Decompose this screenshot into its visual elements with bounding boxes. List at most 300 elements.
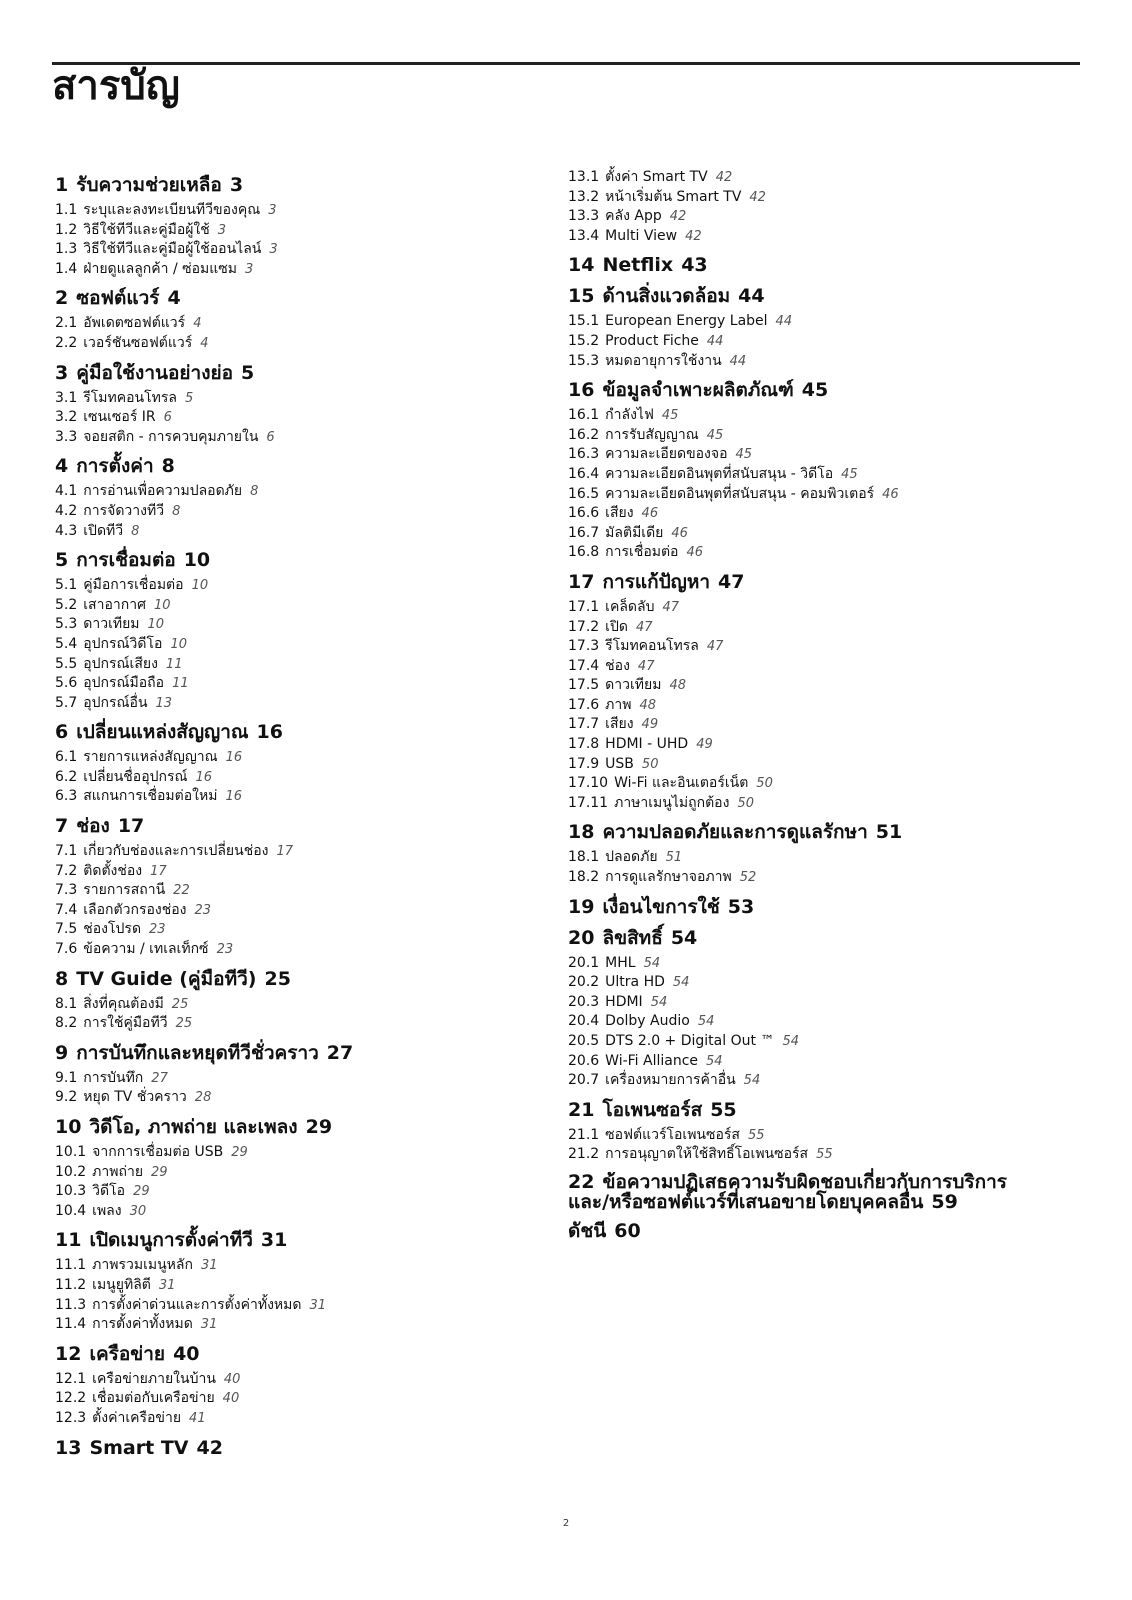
toc-entry-label: ภาพถ่าย: [92, 1163, 144, 1180]
toc-entry-page: 42: [715, 170, 733, 185]
toc-section-title[interactable]: [568, 820, 1068, 844]
toc-entry[interactable]: [55, 1202, 555, 1222]
toc-entry-label: Product Fiche: [605, 332, 699, 349]
toc-entry[interactable]: [55, 408, 555, 428]
toc-entry[interactable]: [55, 428, 555, 448]
toc-entry[interactable]: [55, 674, 555, 694]
toc-entry-number: 16.2: [568, 426, 600, 443]
toc-entry-number: 3.3: [55, 428, 78, 445]
toc-section-number: 3: [55, 361, 69, 384]
toc-entry[interactable]: [55, 482, 555, 502]
toc-entry-label: Wi-Fi Alliance: [605, 1052, 699, 1069]
toc-entry-page: 31: [309, 1297, 327, 1313]
toc-entry[interactable]: [55, 1296, 555, 1316]
toc-entry[interactable]: [568, 465, 1068, 485]
toc-entry-number: 8.2: [55, 1015, 78, 1032]
toc-entry[interactable]: [568, 1032, 1068, 1052]
toc-entry-label: เกี่ยวกับช่องและการเปลี่ยนช่อง: [83, 843, 269, 860]
toc-entry[interactable]: [568, 1052, 1068, 1072]
toc-entry-page: 40: [222, 1391, 240, 1407]
toc-entry-number: 1.1: [55, 202, 78, 218]
toc-entry-page: 4: [200, 335, 209, 351]
toc-entry[interactable]: [55, 314, 555, 334]
toc-section-title[interactable]: [55, 814, 555, 838]
toc-section: [568, 378, 1068, 563]
toc-section-label: ข้อมูลจำเพาะผลิตภัณฑ์: [602, 379, 794, 402]
toc-entry-number: 17.11: [568, 794, 609, 811]
toc-section: [568, 926, 1068, 1091]
toc-entry[interactable]: [55, 940, 555, 960]
toc-section-label: รับความช่วยเหลือ: [76, 174, 222, 196]
toc-entry[interactable]: [55, 655, 555, 675]
toc-entry-page: 5: [184, 390, 194, 406]
toc-section-label: การตั้งค่า: [76, 455, 154, 478]
toc-section-number: 16: [568, 379, 595, 402]
toc-section-title[interactable]: [568, 895, 1068, 919]
toc-entry-number: 16.4: [568, 465, 600, 482]
toc-entry-label: สแกนการเชื่อมต่อใหม่: [83, 788, 218, 805]
toc-entry-label: รายการแหล่งสัญญาณ: [83, 749, 218, 766]
toc-section-title[interactable]: [568, 378, 1068, 402]
toc-entry-number: 5.3: [55, 616, 78, 633]
toc-entry-page: 23: [194, 902, 212, 918]
toc-section-title[interactable]: [55, 1342, 555, 1366]
toc-entry[interactable]: [55, 842, 555, 862]
toc-section-page: 60: [614, 1219, 641, 1242]
toc-entry-label: เพลง: [92, 1202, 122, 1219]
toc-entry[interactable]: [55, 1014, 555, 1034]
toc-entry[interactable]: [568, 973, 1068, 993]
toc-entry-page: 25: [175, 1016, 193, 1032]
toc-entry-number: 1.3: [55, 241, 78, 258]
page-title: สารบัญ: [52, 63, 180, 109]
toc-entry-label: สิ่งที่คุณต้องมี: [83, 995, 164, 1012]
toc-entry[interactable]: [55, 240, 555, 260]
toc-section-page: 4: [167, 287, 181, 310]
toc-entry-label: ภาษาเมนูไม่ถูกต้อง: [614, 794, 730, 811]
toc-section: [568, 820, 1068, 887]
toc-section-title[interactable]: [55, 548, 555, 572]
toc-entry-number: 7.4: [55, 901, 78, 918]
toc-section-number: 14: [568, 254, 595, 277]
toc-section-label: การเชื่อมต่อ: [76, 549, 176, 572]
toc-entry-label: เคล็ดลับ: [605, 598, 655, 615]
toc-entry-label: วิธีใช้ทีวีและคู่มือผู้ใช้: [83, 221, 210, 238]
toc-entry[interactable]: [568, 774, 1068, 794]
toc-entry[interactable]: [55, 1389, 555, 1409]
toc-section: [55, 454, 555, 541]
toc-section-label: คู่มือใช้งานอย่างย่อ: [76, 361, 234, 384]
toc-section: [55, 967, 555, 1034]
toc-section-label: ซอฟต์แวร์: [76, 287, 160, 310]
toc-entry-label: European Energy Label: [605, 313, 768, 330]
toc-section: [568, 895, 1068, 919]
toc-entry-label: การดูแลรักษาจอภาพ: [605, 869, 732, 886]
toc-entry-label: DTS 2.0 + Digital Out ™: [605, 1033, 775, 1049]
toc-entry[interactable]: [55, 920, 555, 940]
toc-entry-page: 31: [200, 1258, 218, 1274]
toc-entry-label: การรับสัญญาณ: [605, 426, 699, 443]
toc-entry[interactable]: [55, 389, 555, 409]
toc-section-number: 12: [55, 1342, 82, 1365]
toc-entry-number: 20.4: [568, 1013, 600, 1030]
toc-section-number: 7: [55, 815, 69, 838]
toc-entry-page: 10: [153, 597, 171, 613]
toc-section: [55, 361, 555, 448]
toc-section-title[interactable]: [568, 1219, 1068, 1243]
toc-entry-number: 4.3: [55, 522, 78, 539]
toc-section-label: TV Guide (คู่มือทีวี): [76, 967, 257, 990]
toc-section-number: 15: [568, 285, 595, 308]
toc-entry-label: HDMI: [605, 993, 643, 1010]
toc-entry-page: 44: [706, 333, 724, 349]
toc-section-title[interactable]: [568, 570, 1068, 594]
toc-section: [55, 1115, 555, 1221]
toc-entry-number: 3.1: [55, 389, 78, 406]
toc-entry-page: 22: [173, 883, 190, 899]
toc-section-title[interactable]: [55, 1436, 555, 1460]
toc-entry[interactable]: [55, 334, 555, 354]
toc-entry[interactable]: [55, 1143, 555, 1163]
toc-entry-number: 7.5: [55, 921, 78, 938]
toc-section-label: เงื่อนไขการใช้: [602, 895, 720, 918]
toc-entry-number: 18.2: [568, 869, 600, 886]
toc-entry-page: 3: [268, 203, 277, 218]
toc-section-title[interactable]: [55, 454, 555, 478]
toc-entry-page: 11: [165, 656, 183, 672]
toc-entry[interactable]: [568, 637, 1068, 657]
toc-entry-label: การใช้คู่มือทีวี: [83, 1015, 168, 1032]
toc-section-number: 13: [55, 1436, 82, 1459]
toc-entry-page: 48: [669, 678, 686, 694]
toc-section: [568, 253, 1068, 277]
toc-entry-page: 50: [641, 756, 659, 772]
toc-entry[interactable]: [55, 201, 555, 221]
toc-entry-page: 54: [782, 1034, 799, 1049]
toc-entry[interactable]: [568, 504, 1068, 524]
toc-entry-label: HDMI - UHD: [605, 736, 689, 753]
toc-entry-page: 16: [195, 769, 213, 785]
toc-entry-label: เครือข่ายภายในบ้าน: [92, 1370, 216, 1387]
toc-entry-number: 12.2: [55, 1390, 87, 1407]
toc-entry[interactable]: [568, 485, 1068, 505]
toc-entry-page: 54: [706, 1053, 723, 1069]
toc-section-title[interactable]: [568, 284, 1068, 308]
toc-entry-label: คู่มือการเชื่อมต่อ: [83, 577, 184, 594]
toc-entry-number: 17.1: [568, 598, 600, 615]
toc-entry[interactable]: [55, 596, 555, 616]
toc-entry-number: 17.10: [568, 775, 609, 792]
toc-entry-page: 23: [216, 942, 234, 958]
toc-entry-page: 28: [194, 1090, 212, 1106]
toc-entry-page: 6: [266, 429, 275, 445]
toc-entry[interactable]: [55, 1163, 555, 1183]
toc-section-label: โอเพนซอร์ส: [602, 1098, 703, 1121]
toc-section: [568, 1098, 1068, 1165]
toc-entry[interactable]: [568, 1071, 1068, 1091]
toc-entry[interactable]: [55, 635, 555, 655]
toc-section: [55, 1342, 555, 1429]
toc-entry[interactable]: [55, 748, 555, 768]
toc-entry-label: อุปกรณ์วิดีโอ: [83, 635, 163, 652]
toc-section-number: 20: [568, 926, 595, 949]
toc-section-number: 10: [55, 1116, 82, 1138]
toc-entry[interactable]: [568, 445, 1068, 465]
toc-entry-page: 47: [635, 619, 653, 635]
toc-entry-label: รีโมทคอนโทรล: [605, 638, 699, 655]
toc-entry[interactable]: [568, 543, 1068, 563]
toc-entry[interactable]: [568, 954, 1068, 974]
toc-entry-label: ซอฟต์แวร์โอเพนซอร์ส: [605, 1126, 740, 1143]
toc-entry-page: 13: [155, 695, 173, 711]
toc-section-page: 27: [326, 1041, 354, 1064]
toc-entry-number: 12.3: [55, 1409, 87, 1426]
toc-section-number: 5: [55, 549, 69, 572]
toc-entry-label: การจัดวางทีวี: [83, 502, 165, 519]
toc-section-title[interactable]: [568, 253, 1068, 277]
toc-section-page: 51: [875, 821, 903, 844]
toc-entry[interactable]: [568, 1012, 1068, 1032]
toc-section-page: 54: [670, 926, 698, 949]
toc-section: [55, 720, 555, 807]
toc-entry-number: 7.2: [55, 862, 78, 879]
toc-section-number: 8: [55, 967, 69, 990]
toc-section-title[interactable]: [568, 926, 1068, 950]
toc-section-title[interactable]: [55, 1115, 555, 1139]
toc-entry[interactable]: [55, 1088, 555, 1108]
toc-entry-page: 54: [672, 975, 690, 991]
toc-section: [55, 1436, 555, 1460]
toc-entry[interactable]: [55, 1256, 555, 1276]
toc-section: [568, 168, 1068, 246]
toc-entry[interactable]: [55, 1409, 555, 1429]
toc-entry-page: 6: [163, 410, 172, 426]
toc-entry[interactable]: [568, 312, 1068, 332]
toc-entry[interactable]: [568, 735, 1068, 755]
toc-entry-label: มัลติมีเดีย: [605, 524, 664, 541]
toc-section-page: 25: [264, 967, 291, 990]
toc-entry-label: Ultra HD: [605, 974, 665, 991]
toc-entry-number: 15.1: [568, 313, 600, 330]
toc-section-page: 59: [931, 1190, 958, 1213]
toc-entry[interactable]: [55, 1276, 555, 1296]
toc-entry[interactable]: [55, 995, 555, 1015]
toc-entry-label: จากการเชื่อมต่อ USB: [92, 1144, 224, 1160]
toc-entry-page: 4: [193, 316, 202, 332]
header-rule: [52, 62, 1080, 65]
toc-entry[interactable]: [568, 207, 1068, 227]
toc-entry-number: 20.1: [568, 954, 600, 971]
toc-entry-page: 29: [151, 1164, 168, 1180]
toc-entry-number: 2.1: [55, 315, 78, 332]
toc-section-title[interactable]: [55, 967, 555, 991]
toc-entry-page: 54: [743, 1073, 761, 1089]
toc-entry-number: 6.2: [55, 768, 78, 785]
toc-entry-page: 55: [747, 1127, 765, 1143]
toc-entry[interactable]: [55, 694, 555, 714]
toc-entry-label: ความละเอียดอินพุตที่สนับสนุน - คอมพิวเตอร์: [605, 485, 875, 502]
toc-entry-label: วิดีโอ: [92, 1183, 126, 1200]
toc-entry[interactable]: [55, 1182, 555, 1202]
toc-entry-label: เมนูยูทิลิตี: [92, 1276, 151, 1293]
toc-entry[interactable]: [568, 848, 1068, 868]
toc-entry[interactable]: [55, 862, 555, 882]
toc-section-title[interactable]: [55, 173, 555, 197]
toc-entry-label: Wi-Fi และอินเตอร์เน็ต: [614, 775, 749, 792]
toc-entry-number: 17.5: [568, 677, 600, 694]
toc-section-number: 22: [568, 1170, 595, 1193]
toc-entry-number: 10.1: [55, 1144, 87, 1160]
toc-entry[interactable]: [568, 332, 1068, 352]
toc-entry[interactable]: [568, 406, 1068, 426]
toc-entry[interactable]: [568, 227, 1068, 247]
toc-section-title[interactable]: [55, 1228, 555, 1252]
toc-entry[interactable]: [568, 715, 1068, 735]
toc-entry[interactable]: [568, 188, 1068, 208]
toc-entry-page: 46: [641, 506, 659, 522]
toc-entry-page: 8: [131, 523, 140, 539]
toc-entry-label: เวอร์ชันซอฟต์แวร์: [83, 334, 193, 351]
toc-section-title[interactable]: [568, 1172, 1038, 1212]
toc-entry-number: 16.6: [568, 505, 600, 522]
toc-entry-number: 16.8: [568, 544, 600, 561]
toc-entry[interactable]: [55, 260, 555, 280]
toc-entry-label: ช่องโปรด: [83, 921, 142, 938]
toc-entry-number: 8.1: [55, 995, 78, 1012]
toc-entry[interactable]: [568, 676, 1068, 696]
toc-entry-page: 47: [662, 599, 680, 615]
toc-section-title[interactable]: [55, 720, 555, 744]
toc-entry[interactable]: [568, 618, 1068, 638]
toc-entry-label: อุปกรณ์อื่น: [83, 694, 148, 711]
toc-entry-page: 29: [133, 1184, 150, 1200]
toc-section: [55, 286, 555, 353]
toc-entry-label: ข้อความ / เทเลเท็กซ์: [83, 941, 209, 958]
toc-entry[interactable]: [55, 901, 555, 921]
toc-entry-page: 47: [706, 639, 724, 655]
toc-entry-label: เสียง: [605, 716, 634, 733]
toc-entry-number: 15.3: [568, 352, 600, 369]
toc-entry-label: อัพเดตซอฟต์แวร์: [83, 315, 186, 332]
toc-entry-number: 5.5: [55, 655, 78, 672]
toc-entry-number: 17.8: [568, 736, 600, 753]
toc-entry-label: เปลี่ยนชื่ออุปกรณ์: [83, 768, 188, 785]
toc-entry-label: เสียง: [605, 505, 634, 522]
toc-entry[interactable]: [568, 868, 1068, 888]
toc-entry-number: 15.2: [568, 332, 600, 349]
toc-entry-page: 54: [650, 994, 668, 1010]
toc-section-title[interactable]: [55, 361, 555, 385]
toc-entry[interactable]: [55, 576, 555, 596]
toc-entry-page: 17: [276, 844, 293, 860]
toc-entry[interactable]: [55, 502, 555, 522]
toc-entry[interactable]: [55, 615, 555, 635]
toc-section-title[interactable]: [568, 1098, 1068, 1122]
toc-entry-page: 54: [643, 955, 661, 971]
toc-entry-number: 9.1: [55, 1069, 78, 1086]
toc-entry[interactable]: [568, 794, 1068, 814]
toc-entry-number: 17.7: [568, 716, 600, 733]
toc-entry-number: 5.6: [55, 675, 78, 692]
toc-entry-page: 8: [172, 503, 181, 519]
toc-entry-page: 3: [217, 222, 227, 238]
toc-entry[interactable]: [55, 1370, 555, 1390]
toc-entry-page: 10: [191, 578, 209, 594]
toc-entry-label: ดาวเทียม: [605, 677, 662, 694]
toc-entry-page: 44: [775, 314, 793, 330]
toc-entry[interactable]: [568, 352, 1068, 372]
toc-entry-label: จอยสติก - การควบคุมภายใน: [83, 428, 259, 445]
toc-section-label: วิดีโอ, ภาพถ่าย และเพลง: [89, 1116, 298, 1138]
toc-section-label: ด้านสิ่งแวดล้อม: [602, 285, 731, 308]
toc-entry[interactable]: [55, 1069, 555, 1089]
toc-entry-label: USB: [605, 755, 634, 772]
toc-entry[interactable]: [568, 426, 1068, 446]
toc-section-label: ความปลอดภัยและการดูแลรักษา: [602, 821, 868, 844]
toc-section-page: 10: [183, 549, 211, 572]
toc-section: [55, 548, 555, 713]
toc-entry-label: ภาพ: [605, 696, 632, 713]
toc-entry-page: 10: [170, 636, 187, 652]
toc-entry[interactable]: [568, 1145, 1068, 1165]
toc-section-title[interactable]: [55, 1041, 555, 1065]
toc-entry[interactable]: [55, 787, 555, 807]
toc-section: [568, 284, 1068, 371]
toc-entry-label: Multi View: [605, 227, 678, 244]
toc-section-title[interactable]: [55, 286, 555, 310]
toc-entry-number: 17.2: [568, 618, 600, 635]
toc-entry[interactable]: [568, 696, 1068, 716]
toc-entry-label: หน้าเริ่มต้น Smart TV: [605, 188, 742, 205]
toc-entry-page: 50: [756, 776, 773, 792]
toc-entry-number: 17.4: [568, 657, 600, 674]
toc-entry[interactable]: [55, 1315, 555, 1335]
toc-entry[interactable]: [55, 522, 555, 542]
toc-entry-label: รีโมทคอนโทรล: [83, 389, 177, 406]
toc-entry-page: 46: [671, 525, 688, 541]
toc-entry-page: 42: [749, 189, 766, 205]
toc-entry[interactable]: [55, 881, 555, 901]
toc-entry[interactable]: [568, 755, 1068, 775]
toc-entry[interactable]: [568, 993, 1068, 1013]
toc-entry[interactable]: [568, 657, 1068, 677]
toc-entry-number: 20.3: [568, 993, 600, 1010]
toc-section-label: ช่อง: [76, 815, 110, 838]
toc-entry[interactable]: [55, 768, 555, 788]
toc-section-number: 11: [55, 1229, 82, 1252]
toc-section-page: 5: [241, 361, 255, 384]
toc-entry-number: 21.1: [568, 1126, 600, 1143]
toc-entry[interactable]: [568, 598, 1068, 618]
toc-entry-page: 49: [696, 737, 713, 753]
toc-entry-number: 12.1: [55, 1370, 87, 1387]
toc-section: [55, 814, 555, 960]
toc-entry-number: 16.7: [568, 524, 600, 541]
toc-entry[interactable]: [55, 221, 555, 241]
toc-entry[interactable]: [568, 524, 1068, 544]
toc-entry-label: หยุด TV ชั่วคราว: [83, 1089, 187, 1106]
toc-entry[interactable]: [568, 1126, 1068, 1146]
toc-entry-number: 10.3: [55, 1183, 87, 1200]
toc-entry[interactable]: [568, 168, 1068, 188]
toc-entry-page: 31: [158, 1277, 176, 1293]
toc-entry-page: 30: [129, 1203, 147, 1219]
toc-section-number: 18: [568, 821, 595, 844]
toc-entry-page: 3: [269, 242, 278, 258]
toc-entry-page: 16: [225, 750, 243, 766]
toc-entry-number: 4.1: [55, 483, 78, 500]
toc-section-page: 17: [117, 815, 145, 838]
